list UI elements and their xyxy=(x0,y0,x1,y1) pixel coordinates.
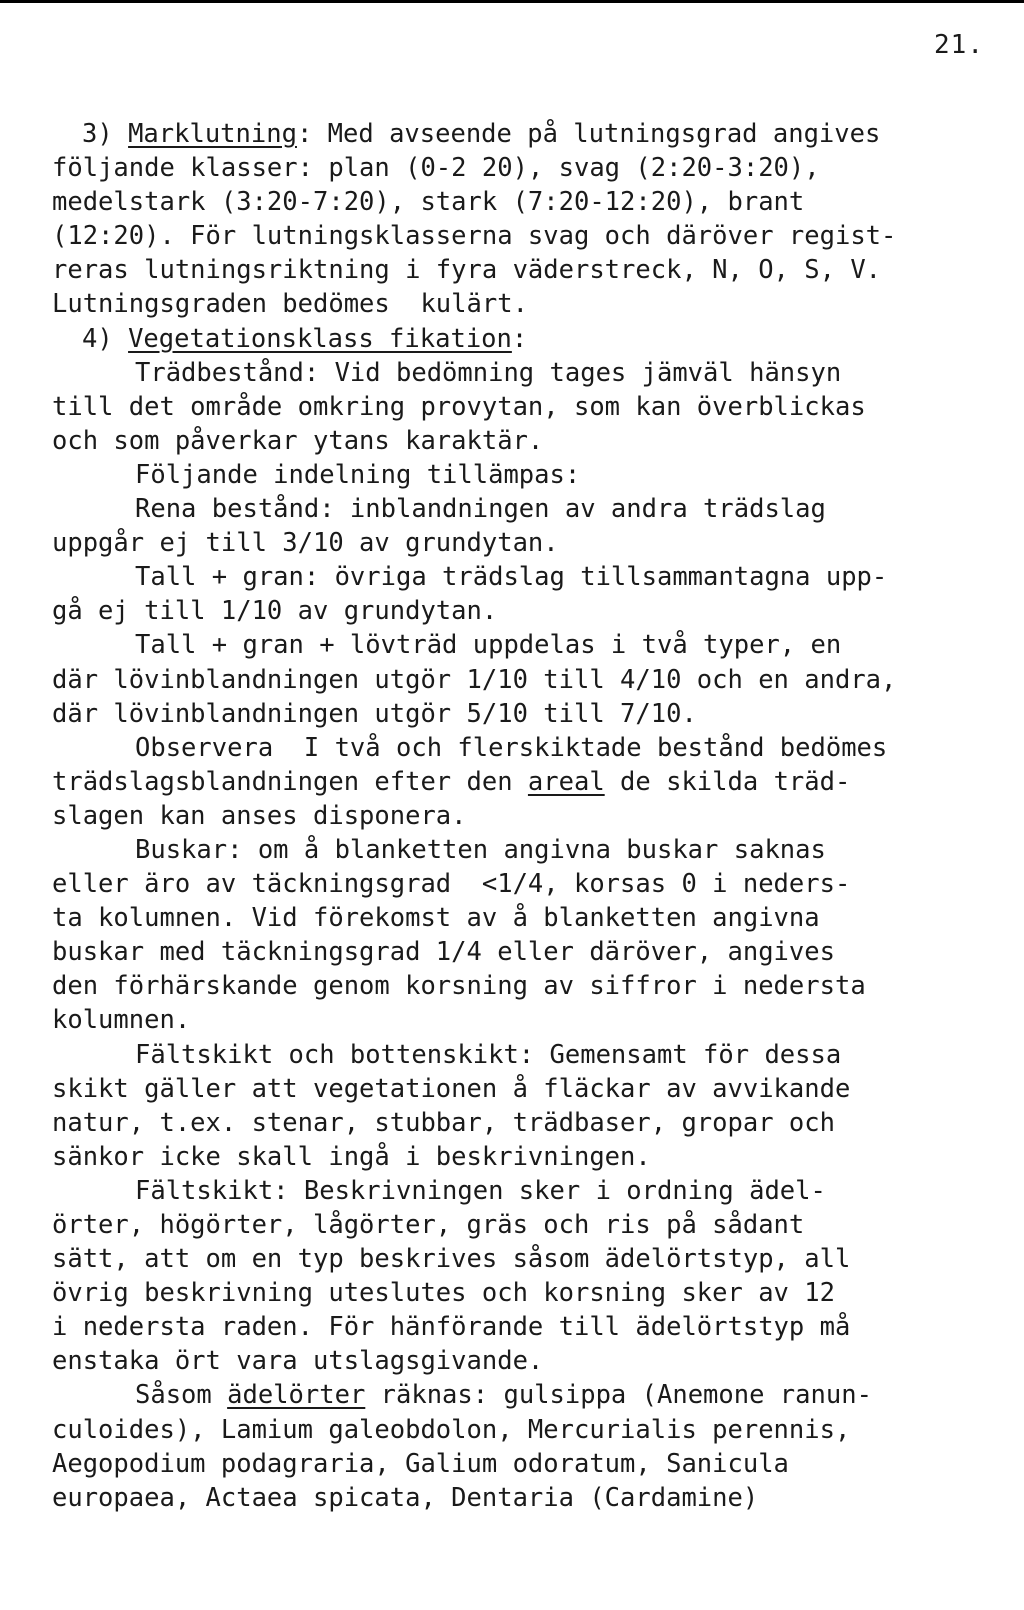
text-line: Trädbestånd: Vid bedömning tages jämväl hänsyn xyxy=(135,357,842,388)
underlined-term: Vegetationsklass fikation xyxy=(128,323,512,354)
text-line: Följande indelning tillämpas: xyxy=(135,459,581,490)
text-line: Tall + gran + lövträd uppdelas i två typer, en xyxy=(135,630,842,661)
text-line: europaea, Actaea spicata, Dentaria (Cardamine) xyxy=(52,1482,759,1513)
text-line: och som påverkar ytans karaktär. xyxy=(52,425,544,456)
text-line: culoides), Lamium galeobdolon, Mercurialis perennis, xyxy=(52,1414,851,1445)
line-suffix: : xyxy=(511,323,528,354)
line-suffix: : Med avseende på lutningsgrad angives xyxy=(296,119,881,149)
text-line: medelstark (3:20-7:20), stark (7:20-12:20), brant xyxy=(52,187,805,218)
underlined-term: ädelörter xyxy=(227,1380,366,1411)
page-number: 21. xyxy=(934,30,984,60)
text-line: eller äro av täckningsgrad <1/4, korsas 0 i neders- xyxy=(52,869,851,900)
line-prefix: trädslagsblandningen efter den xyxy=(52,766,528,797)
body-text xyxy=(52,117,1002,1515)
text-line: sänkor icke skall ingå i beskrivningen. xyxy=(52,1141,651,1172)
text-line: Tall + gran: övriga trädslag tillsammantagna upp- xyxy=(135,562,888,593)
text-line xyxy=(52,765,1002,799)
text-line: örter, högörter, lågörter, gräs och ris på sådant xyxy=(52,1210,805,1240)
text-line: övrig beskrivning uteslutes och korsning sker av 12 xyxy=(52,1278,835,1309)
line-prefix: 3) xyxy=(82,119,129,149)
scan-top-edge xyxy=(0,0,1024,3)
text-line: Fältskikt och bottenskikt: Gemensamt för dessa xyxy=(135,1039,842,1070)
text-line: natur, t.ex. stenar, stubbar, trädbaser, gropar och xyxy=(52,1107,835,1138)
text-line: (12:20). För lutningsklasserna svag och däröver regist- xyxy=(52,221,897,252)
text-line: Aegopodium podagraria, Galium odoratum, Sanicula xyxy=(52,1448,789,1479)
text-line: reras lutningsriktning i fyra väderstreck, N, O, S, V. xyxy=(52,255,882,286)
line-prefix: Såsom xyxy=(135,1380,228,1411)
text-line xyxy=(52,117,1002,151)
line-prefix: 4) xyxy=(82,323,129,354)
text-line: enstaka ört vara utslagsgivande. xyxy=(52,1346,544,1377)
text-line xyxy=(52,322,1002,356)
text-line: kolumnen. xyxy=(52,1005,191,1036)
text-line: Fältskikt: Beskrivningen sker i ordning ädel- xyxy=(135,1175,826,1206)
text-line: gå ej till 1/10 av grundytan. xyxy=(52,596,498,627)
text-line: sätt, att om en typ beskrives såsom ädelörtstyp, all xyxy=(52,1244,851,1275)
text-line xyxy=(52,1378,1002,1412)
text-line: slagen kan anses disponera. xyxy=(52,800,467,831)
underlined-term: Marklutning xyxy=(128,119,297,149)
text-line: skikt gäller att vegetationen å fläckar av avvikande xyxy=(52,1073,851,1104)
text-line: ta kolumnen. Vid förekomst av å blanketten angivna xyxy=(52,903,820,934)
text-line: där lövinblandningen utgör 1/10 till 4/10 och en andra, xyxy=(52,664,897,695)
text-line: Lutningsgraden bedömes kulärt. xyxy=(52,289,528,320)
text-line: buskar med täckningsgrad 1/4 eller däröver, angives xyxy=(52,937,835,968)
text-line: Observera I två och flerskiktade bestånd bedömes xyxy=(135,732,888,763)
text-line: Buskar: om å blanketten angivna buskar saknas xyxy=(135,834,826,865)
text-line: där lövinblandningen utgör 5/10 till 7/10. xyxy=(52,698,697,729)
text-line: följande klasser: plan (0-2 20), svag (2:20-3:20), xyxy=(52,153,820,184)
text-line: Rena bestånd: inblandningen av andra trädslag xyxy=(135,494,826,525)
line-suffix: räknas: gulsippa (Anemone ranun- xyxy=(365,1380,872,1411)
text-line: i nedersta raden. För hänförande till ädelörtstyp må xyxy=(52,1312,851,1343)
underlined-term: areal xyxy=(527,766,605,797)
line-suffix: de skilda träd- xyxy=(604,766,851,797)
text-line: den förhärskande genom korsning av siffror i nedersta xyxy=(52,971,866,1002)
text-line: till det område omkring provytan, som kan överblickas xyxy=(52,391,866,422)
text-line: uppgår ej till 3/10 av grundytan. xyxy=(52,528,559,559)
